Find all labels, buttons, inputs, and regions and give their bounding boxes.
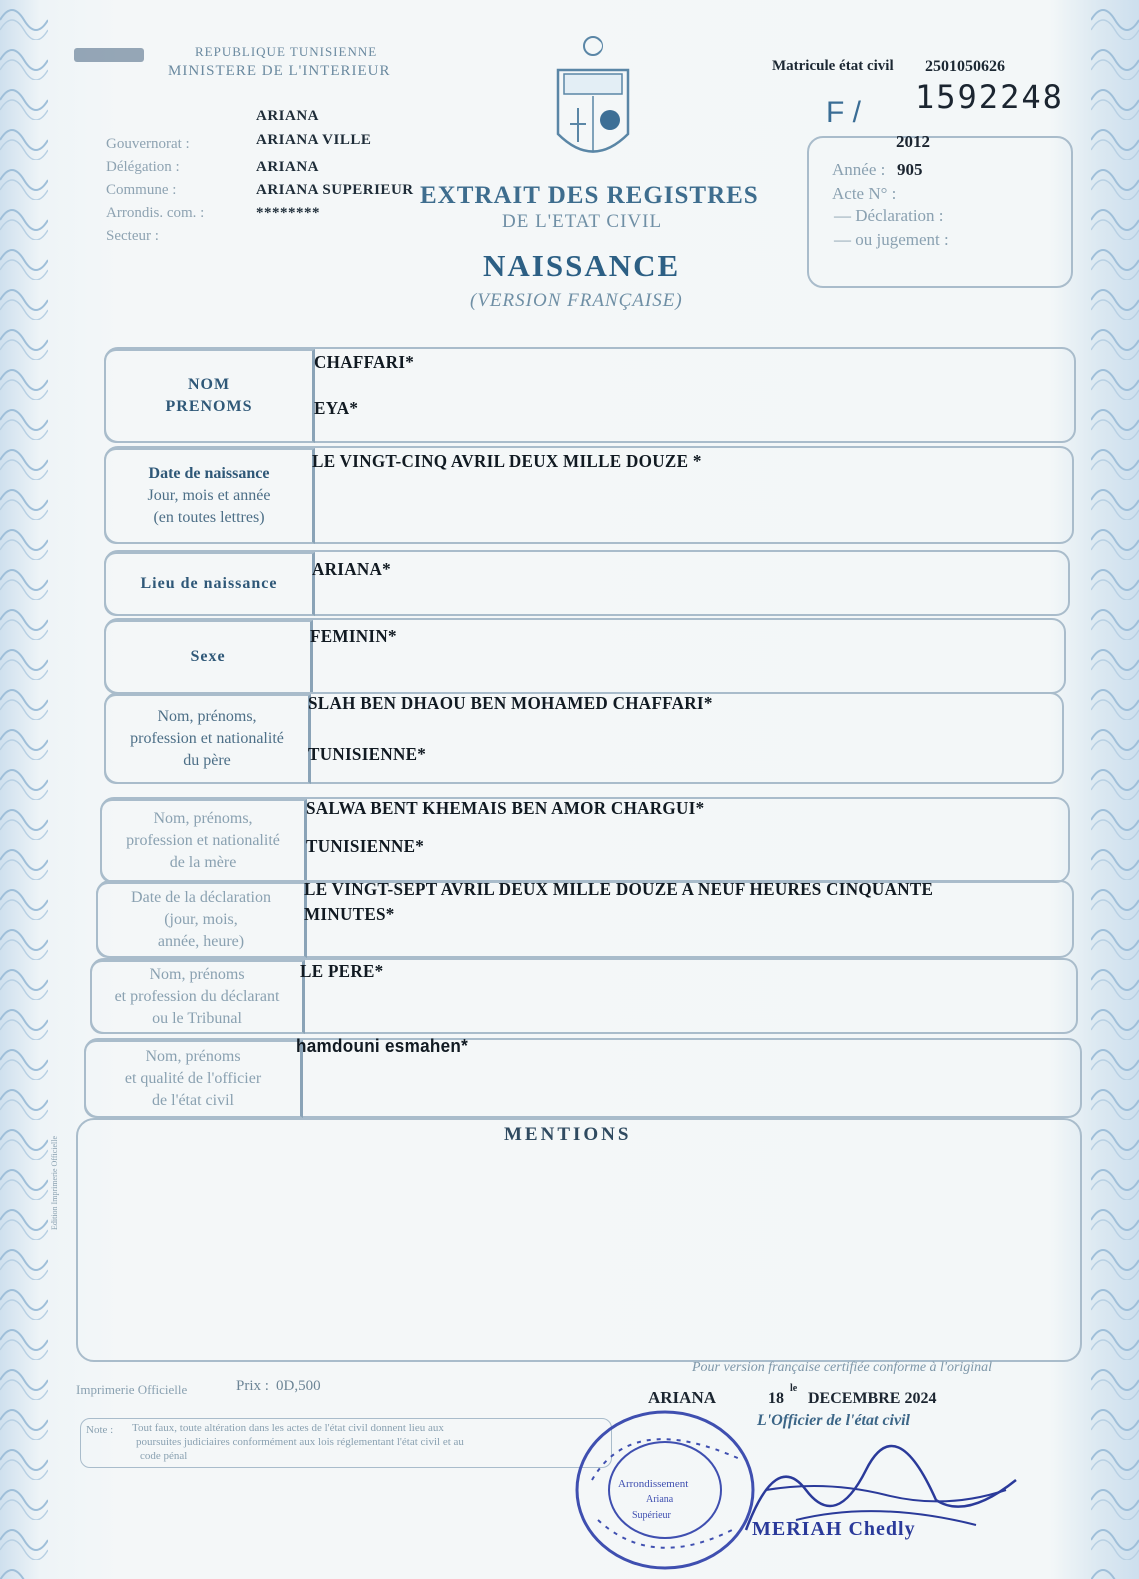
- nom-prenoms-label: [104, 349, 315, 443]
- declarant-label-2: et profession du déclarant: [114, 988, 280, 1005]
- date-naissance-label-2: Jour, mois et année: [147, 487, 271, 504]
- date-naissance-value: LE VINGT-CINQ AVRIL DEUX MILLE DOUZE *: [312, 451, 702, 471]
- jugement-label: — ou jugement :: [834, 230, 949, 249]
- declarant-label: [90, 960, 305, 1034]
- prenoms-value: EYA*: [314, 398, 359, 418]
- title-version: (VERSION FRANÇAISE): [470, 290, 683, 311]
- stamp-inner-2: Ariana: [646, 1494, 674, 1505]
- date-rest: DECEMBRE 2024: [808, 1390, 937, 1407]
- mere-label-2: profession et nationalité: [126, 832, 280, 849]
- sexe-label: Sexe: [104, 620, 313, 694]
- pere-name-value: SLAH BEN DHAOU BEN MOHAMED CHAFFARI*: [308, 693, 713, 713]
- commune-label: Commune :: [106, 182, 177, 198]
- prenoms-label: PRENOMS: [165, 398, 253, 415]
- sexe-value: FEMININ*: [310, 626, 397, 646]
- stamp-inner-1: Arrondissement: [618, 1478, 689, 1490]
- pere-label-3: du père: [183, 752, 231, 769]
- date-day: 18: [768, 1390, 784, 1407]
- gouvernorat-label: Gouvernorat :: [106, 136, 190, 152]
- date-declaration-label: [96, 882, 307, 958]
- republic-label: REPUBLIQUE TUNISIENNE: [195, 44, 378, 59]
- stamp-inner-3: Supérieur: [632, 1510, 671, 1521]
- date-declaration-label-1: Date de la déclaration: [131, 889, 271, 906]
- note-line-3: code pénal: [140, 1450, 188, 1462]
- certified-text: Pour version française certifiée conforme à l'original: [692, 1360, 993, 1375]
- mere-nationality-value: TUNISIENNE*: [306, 836, 425, 856]
- side-edition-text: Edition Imprimerie Officielle: [50, 1135, 59, 1230]
- date-naissance-label: [104, 448, 315, 544]
- pere-label: [104, 694, 311, 784]
- pere-nationality-value: TUNISIENNE*: [308, 744, 427, 764]
- date-sup: le: [790, 1383, 798, 1394]
- matricule-label: Matricule état civil: [772, 58, 894, 74]
- officier-label-2: et qualité de l'officier: [124, 1070, 262, 1087]
- pere-label-2: profession et nationalité: [130, 730, 284, 747]
- mentions-title: MENTIONS: [504, 1124, 632, 1145]
- note-line-1: Tout faux, toute altération dans les actes de l'état civil donnent lieu aux: [132, 1422, 444, 1434]
- mere-label-1: Nom, prénoms,: [153, 810, 253, 827]
- declarant-value: LE PERE*: [300, 961, 384, 981]
- officier-label-1: Nom, prénoms: [145, 1048, 241, 1065]
- pere-label-1: Nom, prénoms,: [157, 708, 257, 725]
- declaration-label: — Déclaration :: [834, 206, 944, 225]
- officer-title: L'Officier de l'état civil: [757, 1412, 910, 1429]
- lieu-naissance-value: ARIANA*: [312, 559, 391, 579]
- date-declaration-label-2: (jour, mois,: [164, 911, 238, 928]
- ministry-label: MINISTERE DE L'INTERIEUR: [168, 63, 391, 79]
- title-naissance: NAISSANCE: [483, 248, 681, 283]
- place-value: ARIANA: [648, 1388, 716, 1407]
- commune-value: ARIANA SUPERIEUR: [256, 182, 414, 198]
- acte-label: Acte N° :: [832, 184, 897, 203]
- security-border-right: [1091, 0, 1139, 1579]
- delegation-value: ARIANA: [256, 159, 319, 175]
- price-value: 0D,500: [276, 1378, 321, 1394]
- mere-label-3: de la mère: [169, 854, 237, 871]
- arrondissement-label: Arrondis. com. :: [106, 205, 205, 221]
- form-code: F /: [826, 96, 861, 129]
- nom-label: NOM: [187, 376, 231, 393]
- delegation-label: Délégation :: [106, 159, 180, 175]
- date-naissance-label-1: Date de naissance: [148, 465, 270, 482]
- arrondissement-value: ********: [256, 205, 320, 221]
- officier-value: hamdouni esmahen*: [296, 1036, 469, 1056]
- title-etat-civil: DE L'ETAT CIVIL: [502, 211, 663, 232]
- declarant-label-1: Nom, prénoms: [149, 966, 245, 983]
- officier-label-3: de l'état civil: [152, 1092, 234, 1109]
- security-border-left: [0, 0, 48, 1579]
- price-label: Prix :: [236, 1378, 269, 1394]
- note-line-2: poursuites judiciaires conformément aux lois réglementant l'état civil et au: [136, 1436, 464, 1448]
- title-extrait: EXTRAIT DES REGISTRES: [420, 182, 759, 209]
- date-declaration-value-2: MINUTES*: [304, 904, 395, 924]
- note-label: Note :: [86, 1424, 114, 1436]
- secteur-label: Secteur :: [106, 228, 159, 244]
- officier-label: [84, 1040, 303, 1118]
- matricule-value: 2501050626: [925, 58, 1005, 75]
- admin-top-value: ARIANA: [256, 108, 319, 124]
- mere-name-value: SALWA BENT KHEMAIS BEN AMOR CHARGUI*: [306, 798, 705, 818]
- date-declaration-value: LE VINGT-SEPT AVRIL DEUX MILLE DOUZE A NEUF HEURES CINQUANTE: [304, 879, 934, 899]
- lieu-naissance-label: Lieu de naissance: [104, 552, 315, 616]
- mentions-box: [76, 1118, 1082, 1362]
- annee-value: 905: [897, 160, 923, 179]
- printer-label: Imprimerie Officielle: [76, 1382, 188, 1397]
- act-year-value: 2012: [896, 132, 930, 151]
- signature-name: MERIAH Chedly: [752, 1518, 916, 1540]
- nom-value: CHAFFARI*: [314, 352, 415, 372]
- date-naissance-label-3: (en toutes lettres): [153, 509, 265, 526]
- printer-logo: [74, 48, 144, 62]
- declarant-label-3: ou le Tribunal: [152, 1010, 242, 1027]
- annee-label: Année :: [832, 160, 886, 179]
- date-declaration-label-3: année, heure): [157, 933, 245, 950]
- gouvernorat-value: ARIANA VILLE: [256, 132, 372, 148]
- tunisia-emblem-icon: [550, 34, 636, 170]
- mere-label: [100, 799, 307, 883]
- serial-number: 1592248: [915, 78, 1064, 116]
